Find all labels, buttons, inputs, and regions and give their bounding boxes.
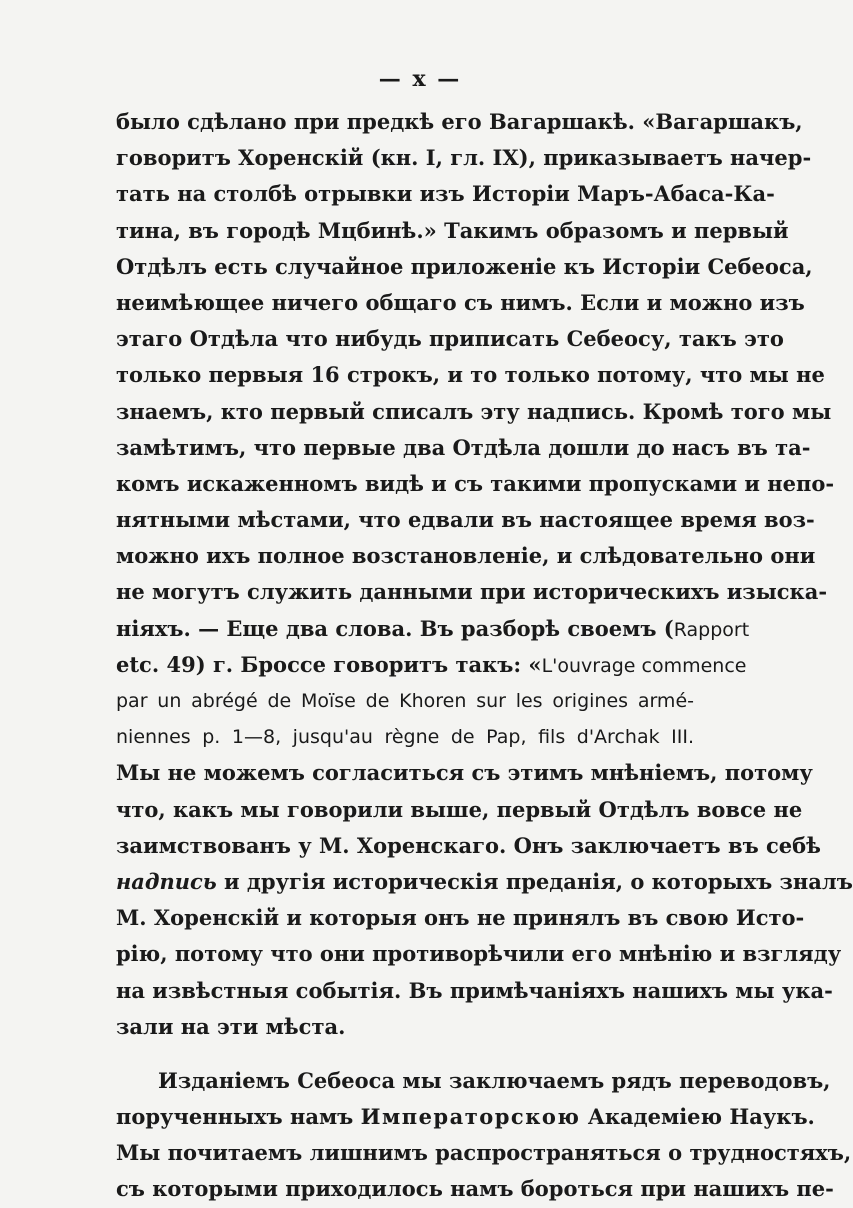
text-line [116, 864, 853, 900]
text-line: Мы почитаемъ лишнимъ распространяться о трудностяхъ, [116, 1140, 852, 1166]
text-line: знаемъ, кто первый списалъ эту надпись. Кромѣ того мы [116, 398, 832, 424]
text-line-last: зали на эти мѣста. [116, 1013, 346, 1039]
page-number: — x — [378, 66, 462, 92]
latin-line: niennes p. 1—8, jusqu'au règne de Pap, fils d'Archak III. [116, 726, 694, 749]
text-line: Мы не можемъ согласиться съ этимъ мнѣніемъ, потому [116, 760, 813, 786]
text-line: можно ихъ полное возстановленіе, и слѣдовательно они [116, 543, 816, 569]
text-line: заимствованъ у М. Хоренскаго. Онъ заключаетъ въ себѣ [116, 832, 821, 858]
latin-line: par un abrégé de Moïse de Khoren sur les origines armé- [116, 690, 694, 712]
text-body [116, 104, 853, 1208]
text-line [116, 611, 750, 647]
text-line: тать на столбѣ отрывки изъ Исторіи Маръ-Абаса-Ка- [116, 181, 775, 207]
text-segment: etc. 49) г. Броссе говоритъ такъ: « [116, 651, 542, 677]
text-line: комъ искаженномъ видѣ и съ такими пропусками и непо- [116, 470, 835, 496]
text-line: замѣтимъ, что первые два Отдѣла дошли до насъ въ та- [116, 434, 811, 460]
text-line: на извѣстныя событія. Въ примѣчаніяхъ нашихъ мы ука- [116, 977, 833, 1003]
latin-segment: L'ouvrage commence [541, 654, 747, 677]
text-line: М. Хоренскій и которыя онъ не принялъ въ свою Исто- [116, 905, 805, 931]
text-line: не могутъ служить данными при историческихъ изыска- [116, 579, 828, 605]
text-line [116, 1099, 815, 1135]
text-line: было сдѣлано при предкѣ его Вагаршакѣ. «Вагаршакъ, [116, 109, 803, 134]
text-segment: Академіею Наукъ. [580, 1104, 815, 1130]
paragraph-gap [116, 1045, 694, 1063]
text-line: говоритъ Хоренскій (кн. I, гл. IX), приказываетъ начер- [116, 145, 812, 171]
text-segment: порученныхъ намъ [116, 1104, 361, 1130]
text-line: что, какъ мы говорили выше, первый Отдѣлъ вовсе не [116, 796, 803, 822]
text-line: только первыя 16 строкъ, и то только потому, что мы не [116, 362, 825, 388]
text-segment: ніяхъ. — Еще два слова. Въ разборѣ своемъ ( [116, 615, 674, 641]
text-line [116, 647, 747, 683]
text-line: съ которыми приходилось намъ бороться при нашихъ пе- [116, 1176, 834, 1202]
text-line: Отдѣлъ есть случайное приложеніе къ Исторіи Себеоса, [116, 253, 813, 279]
text-line: этаго Отдѣла что нибудь приписать Себеосу, такъ это [116, 326, 784, 352]
text-line: неимѣющее ничего общаго съ нимъ. Если и можно изъ [116, 289, 805, 315]
latin-segment: Rapport [673, 618, 750, 641]
text-segment: и другія историческія преданія, о которыхъ зналъ [216, 868, 853, 894]
text-line: тина, въ городѣ Мцбинѣ.» Такимъ образомъ и первый [116, 217, 789, 243]
spaced-word: Императорскою [360, 1104, 581, 1130]
text-line: рію, потому что они противорѣчили его мнѣнію и взгляду [116, 941, 842, 967]
italic-word: надпись [116, 868, 217, 894]
text-line: нятными мѣстами, что едвали въ настоящее время воз- [116, 507, 815, 533]
text-line: Изданіемъ Себеоса мы заключаемъ рядъ переводовъ, [158, 1067, 831, 1093]
